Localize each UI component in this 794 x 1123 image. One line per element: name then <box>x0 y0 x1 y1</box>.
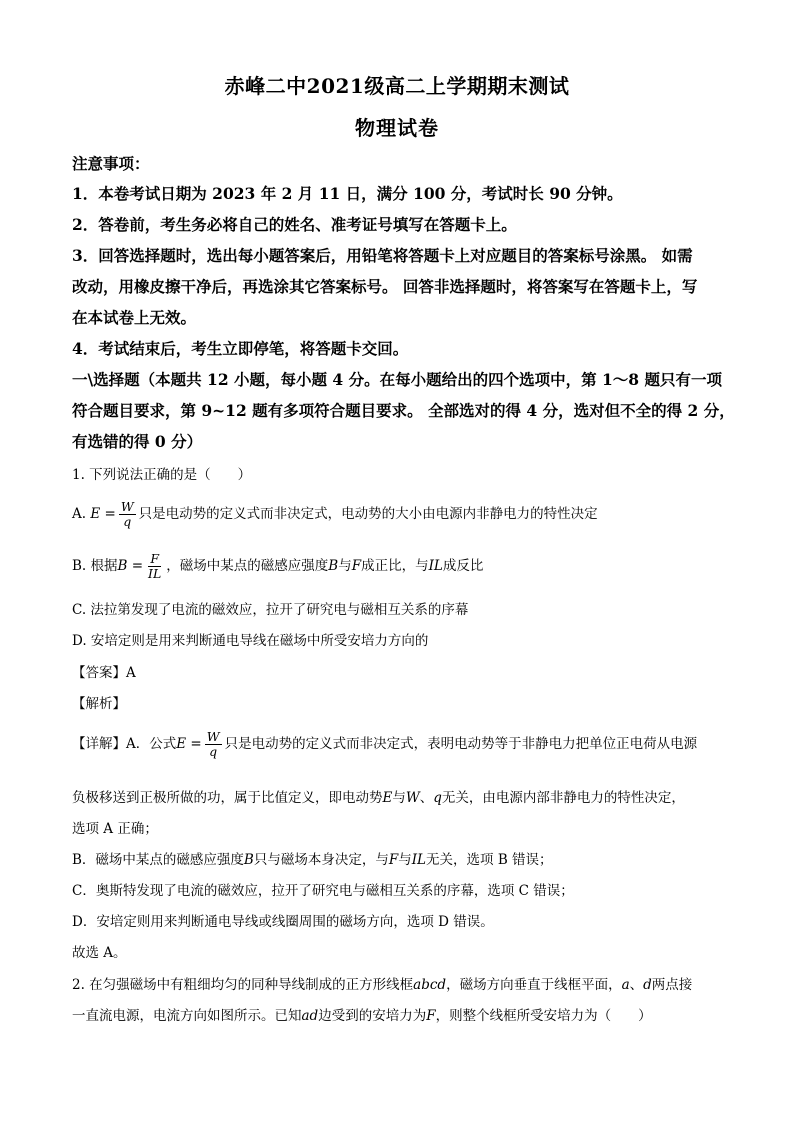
detail-text: 无关，由电源内部非静电力的特性决定， <box>441 790 685 806</box>
question-2-text: 2. 在匀强磁场中有粗细均匀的同种导线制成的正方形线框 <box>72 977 414 993</box>
option-b-text: 成正比，与 <box>361 558 429 574</box>
option-b-text: ，磁场中某点的磁感应强度 <box>166 558 329 574</box>
question-2-text: ，磁场方向垂直于线框平面， <box>446 977 622 993</box>
exam-subtitle: 物理试卷 <box>355 116 439 140</box>
formula-fraction <box>146 552 163 581</box>
detail-text: 与 <box>392 790 406 806</box>
notice-item-3-line-1: 3．回答选择题时，选出每小题答案后，用铅笔将答题卡上对应题目的答案标号涂黑。 如需 <box>72 246 693 265</box>
option-a-text: 只是电动势的定义式而非决定式，电动势的大小由电源内非静电力的特性决定 <box>138 506 598 522</box>
variable: IL <box>428 558 443 574</box>
option-a-prefix: A. <box>72 506 91 522</box>
question-2-text: 、 <box>629 977 644 993</box>
detail-line-1 <box>72 730 697 759</box>
question-1-stem: 1. 下列说法正确的是（ ） <box>72 467 252 483</box>
variable: W <box>405 790 420 806</box>
variable: a <box>621 977 630 993</box>
variable: F <box>351 558 362 574</box>
formula-lhs: B <box>117 558 128 574</box>
option-b-prefix: B. 根据 <box>72 558 118 574</box>
notice-item-3-line-3: 在本试卷上无效。 <box>72 308 197 327</box>
formula-equals: = <box>127 558 144 574</box>
formula-equals: = <box>186 736 202 752</box>
detail-text: 无关，选项 B 错误； <box>426 852 553 868</box>
question-1-option-b <box>72 552 483 581</box>
detail-line-2 <box>72 786 685 806</box>
question-1-option-d: D. 安培定则是用来判断通电导线在磁场中所受安培力方向的 <box>72 633 429 649</box>
detail-text: 与 <box>398 852 412 868</box>
detail-option-c: C．奥斯特发现了电流的磁效应，拉开了研究电与磁相互关系的序幕，选项 C 错误； <box>72 883 574 899</box>
question-1-option-c: C. 法拉第发现了电流的磁效应，拉开了研究电与磁相互关系的序幕 <box>72 602 469 618</box>
detail-text: A．公式 <box>126 736 177 752</box>
question-2-line-2 <box>72 1004 652 1024</box>
formula-fraction <box>205 730 222 759</box>
question-2-text: 边受到的安培力为 <box>318 1008 427 1024</box>
notice-item-1: 1．本卷考试日期为 2023 年 2 月 11 日，满分 100 分，考试时长 90 分钟。 <box>72 184 623 203</box>
fraction-denominator: q <box>209 744 218 759</box>
variable: q <box>433 790 442 806</box>
fraction-numerator: W <box>120 499 134 514</box>
detail-text: 只与磁场本身决定，与 <box>253 852 389 868</box>
fraction-denominator: q <box>123 514 132 529</box>
option-b-text: 与 <box>338 558 352 574</box>
question-2-line-1 <box>72 973 692 993</box>
detail-line-3: 选项 A 正确； <box>72 821 158 837</box>
option-b-text: 成反比 <box>442 558 484 574</box>
formula-fraction <box>119 500 136 529</box>
exam-title: 赤峰二中2021级高二上学期期末测试 <box>224 74 570 98</box>
detail-text: 只是电动势的定义式而非决定式，表明电动势等于非静电力把单位正电荷从电源 <box>224 736 698 752</box>
formula-lhs: E <box>90 506 101 522</box>
question-2-text: ，则整个线框所受安培力为（ ） <box>435 1008 652 1024</box>
notice-item-3-line-2: 改动，用橡皮擦干净后，再选涂其它答案标号。 回答非选择题时，将答案写在答题卡上，写 <box>72 277 698 296</box>
formula-equals: = <box>100 506 116 522</box>
notice-item-4: 4．考试结束后，考生立即停笔，将答题卡交回。 <box>72 339 409 358</box>
fraction-numerator: W <box>206 729 220 744</box>
answer-value: A <box>126 665 136 681</box>
variable: abcd <box>413 977 447 993</box>
question-1-option-a <box>72 500 598 529</box>
detail-text: 、 <box>419 790 434 806</box>
fraction-denominator: IL <box>148 566 162 581</box>
detail-tag: 【详解】 <box>72 736 126 752</box>
answer-tag: 【答案】 <box>72 665 126 681</box>
variable: E <box>382 790 393 806</box>
question-2-text: 一直流电源，电流方向如图所示。已知 <box>72 1008 302 1024</box>
formula-lhs: E <box>176 736 187 752</box>
variable: d <box>643 977 652 993</box>
detail-option-d: D．安培定则用来判断通电导线或线圈周围的磁场方向，选项 D 错误。 <box>72 914 494 930</box>
detail-option-b <box>72 848 553 868</box>
fraction-numerator: F <box>150 551 160 566</box>
variable: IL <box>411 852 427 868</box>
section-1-line-3: 有选错的得 0 分） <box>72 432 203 451</box>
conclusion: 故选 A。 <box>72 945 127 961</box>
variable: F <box>426 1008 436 1024</box>
variable: ad <box>301 1008 319 1024</box>
question-2-text: 两点接 <box>651 977 693 993</box>
detail-text: B．磁场中某点的磁感应强度 <box>72 852 244 868</box>
section-1-line-2: 符合题目要求，第 9~12 题有多项符合题目要求。 全部选对的得 4 分，选对但不全的得 2 分， <box>72 401 735 420</box>
detail-text: 负极移送到正极所做的功，属于比值定义，即电动势 <box>72 790 383 806</box>
analysis-tag: 【解析】 <box>72 696 126 712</box>
notice-item-2: 2．答卷前，考生务必将自己的姓名、准考证号填写在答题卡上。 <box>72 215 517 234</box>
variable: F <box>388 852 399 868</box>
answer-line <box>72 661 136 681</box>
variable: B <box>243 852 254 868</box>
notice-heading: 注意事项： <box>72 154 150 173</box>
section-1-line-1: 一\选择题（本题共 12 小题，每小题 4 分。在每小题给出的四个选项中，第 1～8 题只有一项 <box>72 370 722 389</box>
variable: B <box>328 558 339 574</box>
